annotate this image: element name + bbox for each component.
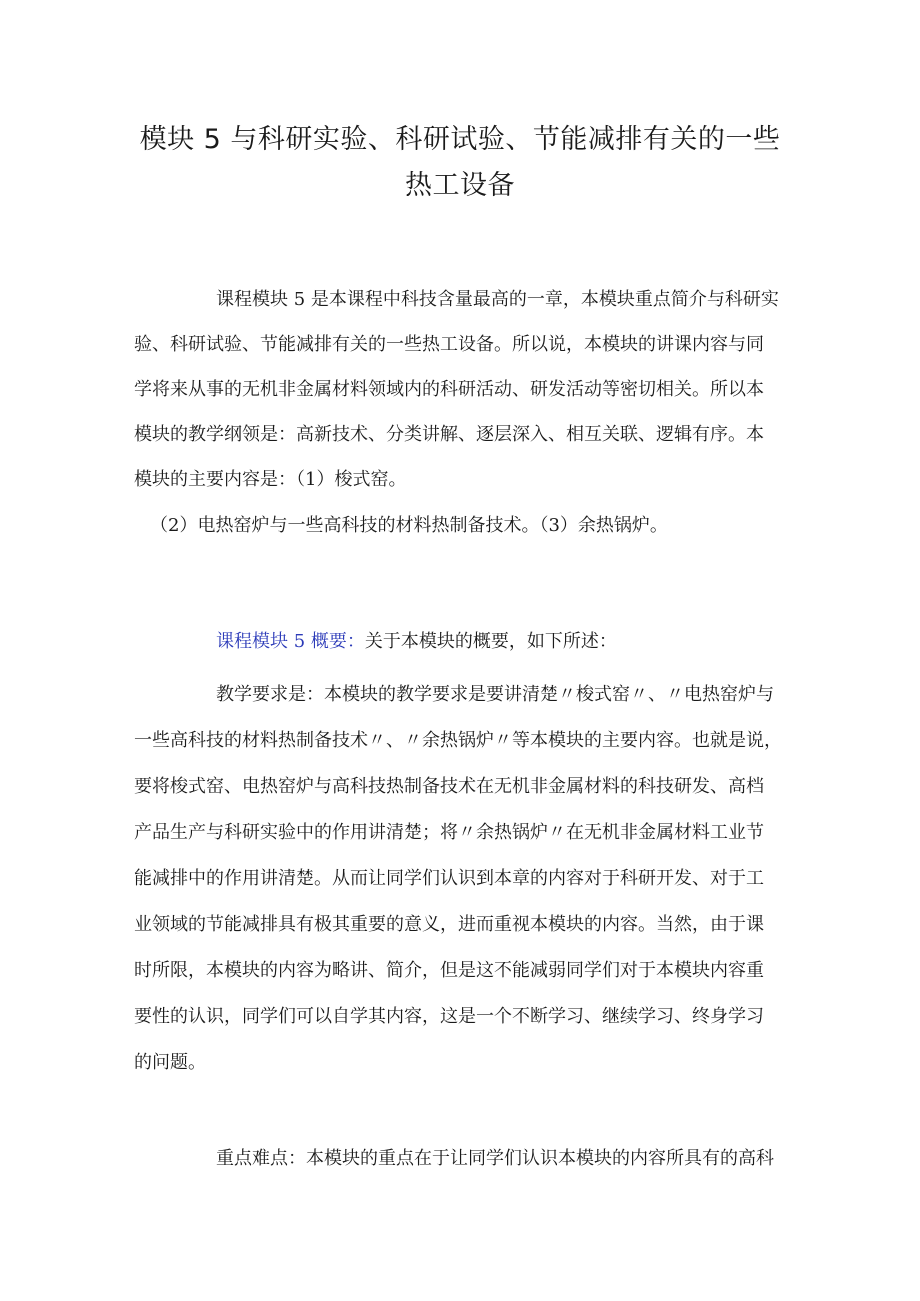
teaching-line-5: 能减排中的作用讲清楚。从而让同学们认识到本章的内容对于科研开发、对于工 [134,868,764,889]
document-title-line-2: 热工设备 [405,170,515,201]
intro-line-3: 学将来从事的无机非金属材料领域内的科研活动、研发活动等密切相关。所以本 [134,379,764,400]
overview-link[interactable]: 课程模块 5 概要： [216,631,365,652]
overview-line [216,630,617,654]
overview-text: 关于本模块的概要，如下所述： [364,631,617,652]
key-points-line-1: 重点难点：本模块的重点在于让同学们认识本模块的内容所具有的高科 [216,1148,774,1169]
intro-line-5: 模块的主要内容是：（1）梭式窑。 [134,469,407,490]
document-title-line-1: 模块 5 与科研实验、科研试验、节能减排有关的一些 [139,124,781,155]
teaching-line-7: 时所限，本模块的内容为略讲、简介，但是这不能减弱同学们对于本模块内容重 [134,960,764,981]
intro-line-6: （2）电热窑炉与一些高科技的材料热制备技术。（3）余热锅炉。 [150,515,668,536]
teaching-line-9: 的问题。 [134,1052,206,1073]
teaching-line-6: 业领域的节能减排具有极其重要的意义，进而重视本模块的内容。当然，由于课 [134,914,764,935]
teaching-line-1: 教学要求是：本模块的教学要求是要讲清楚〃梭式窑〃、〃电热窑炉与 [216,684,774,705]
teaching-line-8: 要性的认识，同学们可以自学其内容，这是一个不断学习、继续学习、终身学习 [134,1006,764,1027]
teaching-line-3: 要将梭式窑、电热窑炉与高科技热制备技术在无机非金属材料的科技研发、高档 [134,776,764,797]
teaching-line-4: 产品生产与科研实验中的作用讲清楚；将〃余热锅炉〃在无机非金属材料工业节 [134,822,764,843]
intro-line-4: 模块的教学纲领是：高新技术、分类讲解、逐层深入、相互关联、逻辑有序。本 [134,424,764,445]
teaching-line-2: 一些高科技的材料热制备技术〃、〃余热锅炉〃等本模块的主要内容。也就是说， [134,730,782,751]
intro-line-1: 课程模块 5 是本课程中科技含量最高的一章，本模块重点简介与科研实 [216,289,779,310]
intro-line-2: 验、科研试验、节能减排有关的一些热工设备。所以说，本模块的讲课内容与同 [134,334,764,355]
